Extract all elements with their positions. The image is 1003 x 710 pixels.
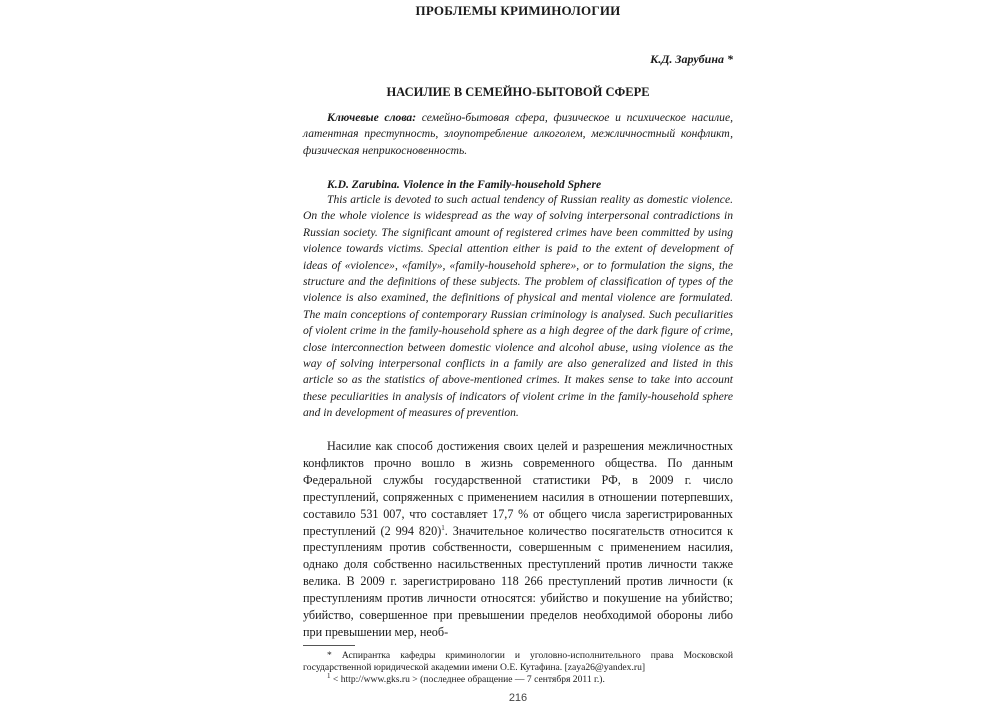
footnotes (303, 650, 733, 687)
body-paragraph (303, 438, 733, 641)
author-name-text: К.Д. Зарубина (650, 52, 724, 66)
footnote-divider (303, 645, 355, 646)
article-title: НАСИЛИЕ В СЕМЕЙНО-БЫТОВОЙ СФЕРЕ (386, 85, 650, 99)
footnote-1-mark: 1 (327, 672, 331, 681)
page-number: 216 (508, 692, 528, 704)
footnote-1-text: < http://www.gks.ru > (последнее обращение — 7 сентября 2011 г.). (330, 674, 605, 686)
body-text-part1: Насилие как способ достижения своих целей и разрешения межличностных конфликтов прочно вошло в жизнь современного общества. По данным Федеральной службы государственной статистики РФ, в 2009 г. число преступлений, сопряженных с применением насилия в отношении потерпевших, составило 531 007, что составляет 17,7 % от общего числа зарегистрированных преступлений (2 994 820) (303, 439, 733, 538)
running-header: ПРОБЛЕМЫ КРИМИНОЛОГИИ (415, 3, 621, 18)
author-name (303, 52, 733, 67)
footnote-1 (303, 674, 733, 686)
keywords-label: Ключевые слова: (327, 111, 417, 124)
abstract-text: This article is devoted to such actual tendency of Russian reality as domestic violence. On the whole violence is widespread as the way of solving interpersonal contradictions in Russian society. The significant amount of registered crimes have been committed by using violence towards victims. Special attention either is paid to the extent of development of ideas of «violence», «family», «family-household sphere», or to formulation the signs, the structure and the definitions of these subjects. The problem of classification of types of the violence is also examined, the definitions of physical and mental violence are formulated. The main conceptions of contemporary Russian criminology is analysed. Such peculiarities of violent crime in the family-household sphere as a high degree of the dark figure of crime, close interconnection between domestic violence and alcohol abuse, using violence as the way of solving interpersonal conflicts in a family are also generalized and listed in this article so as the statistics of above-mentioned crimes. It makes sense to take into account these peculiarities in analysis of indicators of violent crime in the family-household sphere and in development of measures of prevention. (303, 193, 733, 420)
keywords-text: семейно-бытовая сфера, физическое и психическое насилие, латентная преступность, злоупотребление алкоголем, межличностный конфликт, физическая неприкосновенность. (303, 111, 733, 157)
body-text-part2: . Значительное количество посягательств относится к преступлениям против собственности, совершенным с применением насилия, однако доля собственно насильственных преступлений против личности также велика. В 2009 г. зарегистрировано 118 266 преступлений против личности (к преступлениям против личности относятся: убийство и покушение на убийство; убийство, совершенное при превышении пределов необходимой обороны либо при превышении мер, необ- (303, 523, 733, 639)
footnote-author: * Аспирантка кафедры криминологии и уголовно-исполнительного права Московской государственной юридической академии имени О.Е. Кутафина. [zaya26@yandex.ru] (303, 650, 733, 674)
abstract-heading: K.D. Zarubina. Violence in the Family-household Sphere (327, 178, 602, 191)
footnote-ref-1: 1 (441, 523, 445, 532)
keywords-paragraph (303, 110, 733, 159)
author-footnote-mark: * (727, 52, 733, 66)
